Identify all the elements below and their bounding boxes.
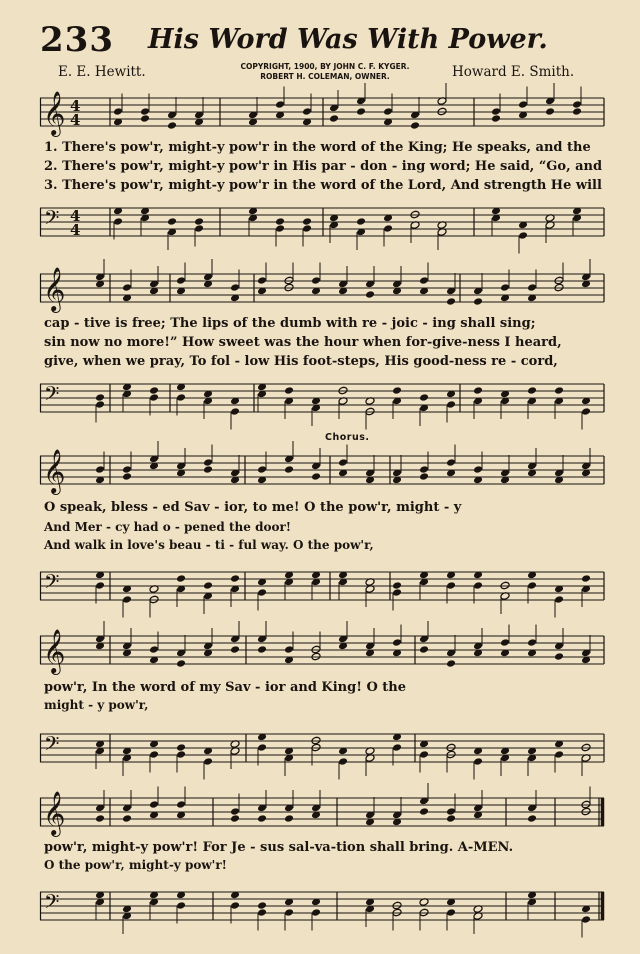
- note-head: [203, 757, 213, 766]
- lyric-line-1: pow'r, In the word of my Sav - ior and King! O the: [44, 680, 407, 695]
- note-head: [122, 595, 132, 604]
- note-head: [167, 217, 177, 226]
- note-head: [392, 743, 402, 752]
- note-head: [230, 814, 240, 823]
- note-head: [383, 224, 393, 233]
- note-head: [491, 107, 501, 116]
- note-head: [95, 814, 105, 823]
- note-head: [149, 386, 159, 395]
- music-system-1: [40, 92, 604, 242]
- note-head: [95, 465, 105, 474]
- note-head: [176, 393, 186, 402]
- note-head: [527, 638, 537, 647]
- lyric-line-3: give, when we pray, To fol - low His foot-steps, His good-ness re - cord,: [44, 354, 558, 369]
- note-head: [149, 800, 159, 809]
- bass-staff: [40, 202, 604, 242]
- note-head: [581, 574, 591, 583]
- note-head: [419, 472, 429, 481]
- note-head: [230, 407, 240, 416]
- chorus-label: Chorus.: [325, 432, 370, 443]
- lyric-line-1: 1. There's pow'r, might-y pow'r in the word of the King; He speaks, and the: [44, 140, 591, 155]
- time-signature-bottom: 4: [70, 221, 81, 239]
- note-head: [302, 107, 312, 116]
- treble-staff: [40, 629, 604, 673]
- bass-staff: [40, 886, 604, 926]
- note-head: [581, 915, 591, 924]
- note-head: [446, 807, 456, 816]
- note-head: [419, 465, 429, 474]
- bass-clef-icon: 𝄢: [44, 570, 60, 598]
- bass-staff: [40, 728, 604, 768]
- note-head: [383, 107, 393, 116]
- note-head: [122, 465, 132, 474]
- note-head: [230, 645, 240, 654]
- bass-staff: [40, 378, 604, 418]
- lyric-line-1: pow'r, might-y pow'r! For Je - sus sal-va-tion shall bring. A-MEN.: [44, 840, 514, 855]
- note-head: [518, 231, 528, 240]
- bass-clef-icon: 𝄢: [44, 206, 60, 234]
- copyright-notice: [215, 62, 435, 82]
- note-head: [230, 901, 240, 910]
- note-head: [194, 224, 204, 233]
- lyric-line-2: might - y pow'r,: [44, 698, 149, 712]
- note-head: [446, 659, 456, 668]
- note-head: [230, 574, 240, 583]
- note-head: [194, 217, 204, 226]
- note-head: [356, 217, 366, 226]
- note-head: [230, 283, 240, 292]
- treble-clef-icon: 𝄞: [43, 91, 66, 135]
- note-head: [257, 276, 267, 285]
- note-head: [446, 581, 456, 590]
- bass-staff: [40, 566, 604, 606]
- lyric-line-2: And Mer - cy had o - pened the door!: [44, 520, 292, 534]
- note-head: [311, 276, 321, 285]
- note-head: [122, 814, 132, 823]
- note-head: [140, 114, 150, 123]
- treble-staff: [40, 91, 604, 135]
- note-head: [257, 588, 267, 597]
- note-head: [230, 807, 240, 816]
- note-head: [284, 908, 294, 917]
- bass-clef-icon: 𝄢: [44, 382, 60, 410]
- note-head: [176, 750, 186, 759]
- lyric-line-2: sin now no more!” How sweet was the hour when for-give-ness I heard,: [44, 335, 562, 350]
- note-head: [581, 407, 591, 416]
- copyright-line-2: ROBERT H. COLEMAN, OWNER.: [260, 72, 390, 81]
- note-head: [365, 290, 375, 299]
- note-head: [122, 472, 132, 481]
- copyright-line-1: COPYRIGHT, 1900, BY JOHN C. F. KYGER.: [240, 62, 410, 71]
- treble-staff: [40, 791, 604, 835]
- note-head: [203, 581, 213, 590]
- note-head: [275, 224, 285, 233]
- bass-clef-icon: 𝄢: [44, 732, 60, 760]
- lyric-line-1: O speak, bless - ed Sav - ior, to me! O the pow'r, might - y: [44, 500, 462, 515]
- hymn-composer: Howard E. Smith.: [452, 64, 575, 80]
- note-head: [176, 901, 186, 910]
- note-head: [392, 581, 402, 590]
- note-head: [419, 393, 429, 402]
- note-head: [527, 814, 537, 823]
- note-head: [500, 638, 510, 647]
- music-system-5: [40, 792, 604, 952]
- note-head: [302, 217, 312, 226]
- note-head: [257, 908, 267, 917]
- note-head: [419, 750, 429, 759]
- note-head: [284, 814, 294, 823]
- note-head: [527, 581, 537, 590]
- note-head: [257, 901, 267, 910]
- note-head: [446, 400, 456, 409]
- note-head: [149, 393, 159, 402]
- note-head: [176, 800, 186, 809]
- note-head: [176, 743, 186, 752]
- note-head: [410, 121, 420, 130]
- note-head: [446, 297, 456, 306]
- bass-clef-icon: 𝄢: [44, 890, 60, 918]
- note-head: [446, 458, 456, 467]
- note-head: [572, 100, 582, 109]
- note-head: [311, 908, 321, 917]
- music-system-3: [40, 450, 604, 600]
- note-head: [545, 107, 555, 116]
- lyric-line-3: 3. There's pow'r, might-y pow'r in the word of the Lord, And strength He will: [44, 178, 602, 193]
- note-head: [473, 757, 483, 766]
- note-head: [203, 458, 213, 467]
- note-head: [95, 393, 105, 402]
- note-head: [257, 645, 267, 654]
- note-head: [176, 659, 186, 668]
- time-signature-bottom: 4: [70, 111, 81, 129]
- note-head: [203, 465, 213, 474]
- time-signature-top: 4: [70, 207, 81, 225]
- note-head: [284, 645, 294, 654]
- note-head: [473, 297, 483, 306]
- note-head: [302, 224, 312, 233]
- music-system-2: [40, 268, 604, 418]
- time-signature-top: 4: [70, 97, 81, 115]
- music-system-4: [40, 630, 604, 780]
- note-head: [113, 107, 123, 116]
- note-head: [95, 581, 105, 590]
- note-head: [311, 472, 321, 481]
- note-head: [338, 458, 348, 467]
- note-head: [113, 217, 123, 226]
- note-head: [284, 386, 294, 395]
- treble-clef-icon: 𝄞: [43, 791, 66, 835]
- note-head: [572, 107, 582, 116]
- note-head: [257, 743, 267, 752]
- note-head: [554, 750, 564, 759]
- lyric-line-2: 2. There's pow'r, might-y pow'r in His par - don - ing word; He said, “Go, and: [44, 159, 603, 174]
- note-head: [257, 814, 267, 823]
- note-head: [500, 283, 510, 292]
- note-head: [338, 757, 348, 766]
- note-head: [140, 107, 150, 116]
- note-head: [176, 276, 186, 285]
- note-head: [149, 750, 159, 759]
- lyric-line-1: cap - tive is free; The lips of the dumb with re - joic - ing shall sing;: [44, 316, 536, 331]
- note-head: [392, 588, 402, 597]
- hymn-title: His Word Was With Power.: [148, 24, 548, 55]
- note-head: [392, 638, 402, 647]
- note-head: [122, 283, 132, 292]
- hymn-number: 233: [40, 20, 114, 60]
- hymn-header: [0, 0, 640, 100]
- note-head: [491, 114, 501, 123]
- note-head: [527, 283, 537, 292]
- note-head: [95, 400, 105, 409]
- note-head: [275, 217, 285, 226]
- hymn-author: E. E. Hewitt.: [58, 64, 146, 80]
- note-head: [275, 100, 285, 109]
- note-head: [446, 814, 456, 823]
- note-head: [392, 386, 402, 395]
- note-head: [167, 121, 177, 130]
- treble-clef-icon: 𝄞: [43, 449, 66, 493]
- note-head: [329, 114, 339, 123]
- note-head: [149, 645, 159, 654]
- note-head: [419, 807, 429, 816]
- note-head: [554, 652, 564, 661]
- note-head: [554, 595, 564, 604]
- note-head: [419, 276, 429, 285]
- note-head: [446, 908, 456, 917]
- lyric-line-3: And walk in love's beau - ti - ful way. O the pow'r,: [44, 538, 374, 552]
- note-head: [257, 465, 267, 474]
- note-head: [473, 465, 483, 474]
- treble-staff: [40, 449, 604, 493]
- treble-staff: [40, 267, 604, 311]
- treble-clef-icon: 𝄞: [43, 629, 66, 673]
- note-head: [473, 386, 483, 395]
- note-head: [284, 465, 294, 474]
- note-head: [554, 386, 564, 395]
- treble-clef-icon: 𝄞: [43, 267, 66, 311]
- note-head: [176, 574, 186, 583]
- note-head: [527, 386, 537, 395]
- note-head: [356, 107, 366, 116]
- note-head: [473, 581, 483, 590]
- note-head: [518, 100, 528, 109]
- lyric-line-2: O the pow'r, might-y pow'r!: [44, 858, 227, 872]
- note-head: [419, 645, 429, 654]
